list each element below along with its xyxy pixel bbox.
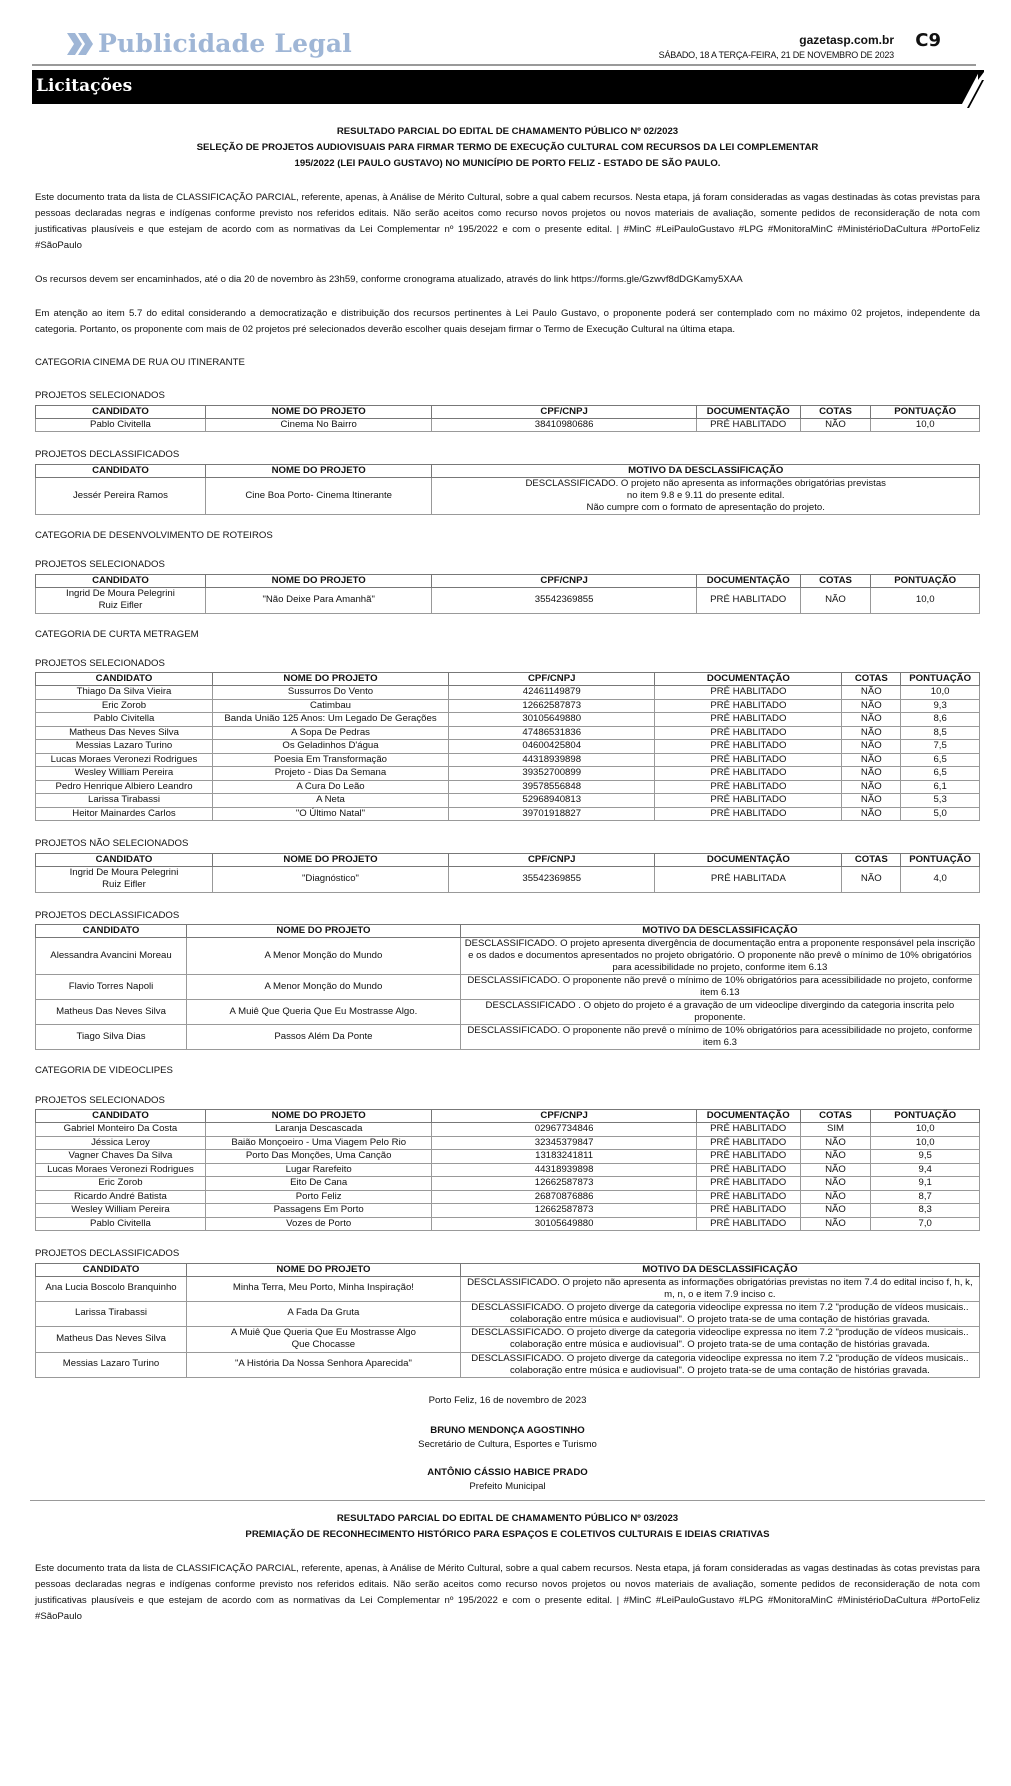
column-header-cand: CANDIDATO (36, 574, 206, 587)
cell-pont: 9,1 (871, 1177, 980, 1191)
table-row (36, 1000, 980, 1025)
table-row (36, 780, 980, 794)
cell-motivo: DESCLASSIFICADO. O projeto diverge da categoria videoclipe expressa no item 7.2 "produção de vídeos musicais.. colaboração entre música e audiovisual". O projeto trata-se de uma contação de histórias gravada. (460, 1352, 979, 1377)
signatory-role: Secretário de Cultura, Esportes e Turismo (418, 1438, 597, 1450)
cell-doc: PRÉ HABLITADO (655, 699, 842, 713)
declassified-table (35, 924, 980, 1050)
cell-pont: 5,0 (901, 807, 980, 821)
cell-cpf: 44318939898 (432, 1163, 696, 1177)
table-row (36, 807, 980, 821)
table-row (36, 587, 980, 613)
column-header-cand: CANDIDATO (36, 853, 213, 866)
cell-cotas: NÃO (842, 794, 901, 808)
cell-motivo: DESCLASSIFICADO . O objeto do projeto é a gravação de um videoclipe divergindo da categoria inscrita pelo proponente. (460, 1000, 979, 1025)
table-row (36, 1301, 980, 1326)
subsection-heading: PROJETOS DECLASSIFICADOS (35, 449, 180, 461)
table-row (36, 794, 980, 808)
cell-cotas: NÃO (842, 753, 901, 767)
cell-cand: Alessandra Avancini Moreau (36, 938, 187, 975)
cell-nome: Cine Boa Porto- Cinema Itinerante (205, 477, 432, 514)
cell-nome: "Diagnóstico" (212, 866, 448, 892)
table-row (36, 477, 980, 514)
table-row (36, 1136, 980, 1150)
cell-doc: PRÉ HABLITADO (655, 713, 842, 727)
table-row (36, 1025, 980, 1050)
cell-nome: Laranja Descascada (205, 1123, 432, 1137)
table-row (36, 1352, 980, 1377)
cell-cand: Matheus Das Neves Silva (36, 1000, 187, 1025)
cell-pont: 9,4 (871, 1163, 980, 1177)
cell-nome: Passagens Em Porto (205, 1204, 432, 1218)
table-row (36, 1123, 980, 1137)
category-heading: CATEGORIA DE CURTA METRAGEM (35, 628, 199, 640)
table-row (36, 1276, 980, 1301)
cell-doc: PRÉ HABLITADO (655, 780, 842, 794)
cell-pont: 4,0 (901, 866, 980, 892)
column-header-pont: PONTUAÇÃO (871, 1110, 980, 1123)
cell-cand: Jessér Pereira Ramos (36, 477, 206, 514)
cell-cand: Larissa Tirabassi (36, 1301, 187, 1326)
doc1-paragraph-1: Este documento trata da lista de CLASSIFICAÇÃO PARCIAL, referente, apenas, à Análise de Mérito Cultural, sobre a qual cabem recursos. Nesta etapa, já foram consideradas as vagas destinadas às cotas previstas para pessoas declaradas negras e indígenas conforme previsto nos referidos editais. Não serão aceitos como recurso novos projetos ou novos materiais de avaliação, somente pedidos de reconsideração de nota com justificativas plausíveis e que estejam de acordo com as normativas da Lei Complementar nº 195/2022 e com o presente edital. | #MinC #LeiPauloGustavo #LPG #MonitoraMinC #MinistérioDaCultura #PortoFeliz #SãoPaulo (35, 192, 980, 251)
place-date: Porto Feliz, 16 de novembro de 2023 (428, 1394, 587, 1406)
cell-doc: PRÉ HABLITADO (696, 1204, 800, 1218)
signatory-name: ANTÔNIO CÁSSIO HABICE PRADO (427, 1466, 588, 1478)
cell-pont: 7,0 (871, 1217, 980, 1231)
cell-cand: Vagner Chaves Da Silva (36, 1150, 206, 1164)
table-row (36, 1163, 980, 1177)
divider (30, 1500, 985, 1501)
cell-cotas: NÃO (842, 767, 901, 781)
column-header-nome: NOME DO PROJETO (205, 1110, 432, 1123)
section-header (32, 70, 984, 104)
cell-cand: Messias Lazaro Turino (36, 1352, 187, 1377)
cell-doc: PRÉ HABLITADO (696, 1163, 800, 1177)
cell-cand: Pedro Henrique Albiero Leandro (36, 780, 213, 794)
category-heading: CATEGORIA CINEMA DE RUA OU ITINERANTE (35, 357, 245, 368)
cell-pont: 10,0 (871, 418, 980, 432)
cell-nome: Eito De Cana (205, 1177, 432, 1191)
category-heading: CATEGORIA DE DESENVOLVIMENTO DE ROTEIROS (35, 529, 273, 541)
column-header-cand: CANDIDATO (36, 464, 206, 477)
cell-cand: Jéssica Leroy (36, 1136, 206, 1150)
column-header-cand: CANDIDATO (36, 1110, 206, 1123)
cell-doc: PRÉ HABLITADO (696, 1177, 800, 1191)
cell-nome: Minha Terra, Meu Porto, Minha Inspiração! (187, 1276, 461, 1301)
subsection-heading: PROJETOS SELECIONADOS (35, 390, 165, 402)
column-header-doc: DOCUMENTAÇÃO (696, 1110, 800, 1123)
cell-cand: Wesley William Pereira (36, 767, 213, 781)
signatory-name: BRUNO MENDONÇA AGOSTINHO (430, 1424, 585, 1436)
doc2-title: RESULTADO PARCIAL DO EDITAL DE CHAMAMENTO PÚBLICO Nº 03/2023 PREMIAÇÃO DE RECONHECIMENTO HISTÓRICO PARA ESPAÇOS E COLETIVOS CULTURAIS E IDEIAS CRIATIVAS (245, 1512, 770, 1540)
cell-doc: PRÉ HABLITADO (696, 1136, 800, 1150)
table-header-row (36, 925, 980, 938)
cell-nome: "O Último Natal" (212, 807, 448, 821)
table-row (36, 726, 980, 740)
cell-cpf: 13183241811 (432, 1150, 696, 1164)
column-header-cand: CANDIDATO (36, 925, 187, 938)
cell-cand: Pablo Civitella (36, 1217, 206, 1231)
table-row (36, 975, 980, 1000)
double-chevron-icon (67, 33, 95, 55)
column-header-doc: DOCUMENTAÇÃO (655, 673, 842, 686)
subsection-heading: PROJETOS SELECIONADOS (35, 1094, 165, 1106)
cell-cand: Ricardo André Batista (36, 1190, 206, 1204)
cell-pont: 8,3 (871, 1204, 980, 1218)
cell-cpf: 02967734846 (432, 1123, 696, 1137)
cell-nome: Lugar Rarefeito (205, 1163, 432, 1177)
cell-cand: Lucas Moraes Veronezi Rodrigues (36, 753, 213, 767)
cell-cotas: NÃO (842, 740, 901, 754)
table-row (36, 686, 980, 700)
cell-doc: PRÉ HABLITADO (696, 1217, 800, 1231)
cell-cotas: NÃO (842, 713, 901, 727)
cell-nome: Banda União 125 Anos: Um Legado De Gerações (212, 713, 448, 727)
cell-cotas: NÃO (842, 807, 901, 821)
cell-cpf: 12662587873 (432, 1177, 696, 1191)
cell-pont: 6,5 (901, 767, 980, 781)
cell-cand: Wesley William Pereira (36, 1204, 206, 1218)
results-table (35, 405, 980, 433)
cell-nome: "A História Da Nossa Senhora Aparecida" (187, 1352, 461, 1377)
doc1-paragraph-3: Em atenção ao item 5.7 do edital considerando a democratização e distribuição dos recursos pertinentes à Lei Paulo Gustavo, o proponente poderá ser contemplado com no máximo 02 projetos, independente da categoria. Portanto, os proponente com mais de 02 projetos pré selecionados deverão escolher quais desejam firmar o Termo de Execução Cultural na última etapa. (35, 308, 980, 335)
cell-cotas: NÃO (800, 1190, 871, 1204)
edition-meta (659, 32, 894, 61)
cell-cand: Tiago Silva Dias (36, 1025, 187, 1050)
cell-nome: Projeto - Dias Da Semana (212, 767, 448, 781)
declassified-table (35, 1263, 980, 1378)
column-header-nome: NOME DO PROJETO (187, 1263, 461, 1276)
cell-pont: 10,0 (871, 1136, 980, 1150)
cell-doc: PRÉ HABLITADO (696, 1190, 800, 1204)
table-header-row (36, 464, 980, 477)
table-header-row (36, 1263, 980, 1276)
cell-nome: Cinema No Bairro (205, 418, 432, 432)
column-header-pont: PONTUAÇÃO (901, 673, 980, 686)
column-header-nome: NOME DO PROJETO (187, 925, 461, 938)
cell-cpf: 35542369855 (432, 587, 696, 613)
cell-pont: 9,3 (901, 699, 980, 713)
subsection-heading: PROJETOS NÃO SELECIONADOS (35, 838, 189, 850)
cell-cotas: NÃO (842, 866, 901, 892)
column-header-cpf: CPF/CNPJ (448, 853, 655, 866)
column-header-cotas: COTAS (800, 1110, 871, 1123)
cell-cotas: NÃO (800, 1136, 871, 1150)
cell-cpf: 38410980686 (432, 418, 696, 432)
cell-nome: A Muiê Que Queria Que Eu Mostrasse Algo Que Chocasse (187, 1326, 461, 1352)
cell-pont: 6,1 (901, 780, 980, 794)
cell-cotas: NÃO (842, 699, 901, 713)
cell-doc: PRÉ HABLITADO (655, 807, 842, 821)
cell-cpf: 39578556848 (448, 780, 655, 794)
cell-nome: Baião Monçoeiro - Uma Viagem Pelo Rio (205, 1136, 432, 1150)
cell-pont: 8,5 (901, 726, 980, 740)
cell-doc: PRÉ HABLITADO (655, 726, 842, 740)
cell-cpf: 52968940813 (448, 794, 655, 808)
cell-cand: Ingrid De Moura Pelegrini Ruiz Eifler (36, 587, 206, 613)
cell-doc: PRÉ HABLITADO (696, 587, 800, 613)
column-header-cand: CANDIDATO (36, 405, 206, 418)
column-header-cand: CANDIDATO (36, 1263, 187, 1276)
column-header-nome: NOME DO PROJETO (205, 574, 432, 587)
cell-nome: Vozes de Porto (205, 1217, 432, 1231)
cell-nome: A Sopa De Pedras (212, 726, 448, 740)
cell-cpf: 04600425804 (448, 740, 655, 754)
cell-pont: 10,0 (871, 587, 980, 613)
table-row (36, 699, 980, 713)
cell-nome: Poesia Em Transformação (212, 753, 448, 767)
cell-doc: PRÉ HABLITADO (655, 686, 842, 700)
table-header-row (36, 853, 980, 866)
cell-pont: 5,3 (901, 794, 980, 808)
cell-nome: Porto Das Monções, Uma Canção (205, 1150, 432, 1164)
cell-nome: Catimbau (212, 699, 448, 713)
column-header-pont: PONTUAÇÃO (871, 574, 980, 587)
cell-cpf: 47486531836 (448, 726, 655, 740)
cell-cotas: NÃO (800, 1177, 871, 1191)
table-row (36, 1217, 980, 1231)
cell-nome: A Menor Monção do Mundo (187, 975, 461, 1000)
column-header-motivo: MOTIVO DA DESCLASSIFICAÇÃO (432, 464, 980, 477)
column-header-doc: DOCUMENTAÇÃO (696, 405, 800, 418)
cell-cand: Pablo Civitella (36, 713, 213, 727)
subsection-heading: PROJETOS DECLASSIFICADOS (35, 1248, 180, 1260)
table-row (36, 1150, 980, 1164)
cell-cpf: 44318939898 (448, 753, 655, 767)
table-row (36, 740, 980, 754)
cell-doc: PRÉ HABLITADO (696, 418, 800, 432)
cell-doc: PRÉ HABLITADO (655, 753, 842, 767)
cell-nome: A Muiê Que Queria Que Eu Mostrasse Algo. (187, 1000, 461, 1025)
cell-cand: Matheus Das Neves Silva (36, 1326, 187, 1352)
cell-cotas: NÃO (800, 418, 871, 432)
cell-motivo: DESCLASSIFICADO. O proponente não prevê o mínimo de 10% obrigatórios para acessibilidade no projeto, conforme item 6.13 (460, 975, 979, 1000)
column-header-cpf: CPF/CNPJ (448, 673, 655, 686)
cell-cand: Eric Zorob (36, 699, 213, 713)
cell-cpf: 35542369855 (448, 866, 655, 892)
column-header-pont: PONTUAÇÃO (871, 405, 980, 418)
cell-cpf: 39352700899 (448, 767, 655, 781)
cell-cotas: NÃO (800, 1204, 871, 1218)
cell-cotas: NÃO (842, 780, 901, 794)
table-row (36, 1177, 980, 1191)
cell-doc: PRÉ HABLITADO (655, 767, 842, 781)
column-header-cotas: COTAS (842, 673, 901, 686)
cell-cand: Larissa Tirabassi (36, 794, 213, 808)
cell-pont: 6,5 (901, 753, 980, 767)
column-header-doc: DOCUMENTAÇÃO (655, 853, 842, 866)
cell-cand: Flavio Torres Napoli (36, 975, 187, 1000)
column-header-cand: CANDIDATO (36, 673, 213, 686)
subsection-heading: PROJETOS SELECIONADOS (35, 658, 165, 670)
cell-cotas: SIM (800, 1123, 871, 1137)
table-row (36, 418, 980, 432)
cell-cotas: NÃO (800, 1217, 871, 1231)
cell-cand: Gabriel Monteiro Da Costa (36, 1123, 206, 1137)
cell-cand: Eric Zorob (36, 1177, 206, 1191)
cell-cotas: NÃO (842, 726, 901, 740)
cell-motivo: DESCLASSIFICADO. O proponente não prevê o mínimo de 10% obrigatórios para acessibilidade no projeto, conforme item 6.3 (460, 1025, 979, 1050)
cell-doc: PRÉ HABLITADO (655, 794, 842, 808)
cell-doc: PRÉ HABLITADO (696, 1123, 800, 1137)
cell-cpf: 30105649880 (432, 1217, 696, 1231)
table-row (36, 767, 980, 781)
cell-cpf: 32345379847 (432, 1136, 696, 1150)
category-heading: CATEGORIA DE VIDEOCLIPES (35, 1065, 173, 1077)
column-header-motivo: MOTIVO DA DESCLASSIFICAÇÃO (460, 1263, 979, 1276)
site-url: gazetasp.com.br (799, 33, 894, 47)
table-row (36, 938, 980, 975)
column-header-motivo: MOTIVO DA DESCLASSIFICAÇÃO (460, 925, 979, 938)
cell-nome: Os Geladinhos D'água (212, 740, 448, 754)
cell-nome: A Fada Da Gruta (187, 1301, 461, 1326)
subsection-heading: PROJETOS DECLASSIFICADOS (35, 909, 180, 921)
section-bar-shape (32, 70, 984, 108)
declassified-table (35, 464, 980, 515)
cell-cand: Messias Lazaro Turino (36, 740, 213, 754)
cell-pont: 9,5 (871, 1150, 980, 1164)
cell-nome: Porto Feliz (205, 1190, 432, 1204)
table-header-row (36, 405, 980, 418)
column-header-nome: NOME DO PROJETO (205, 464, 432, 477)
column-header-cpf: CPF/CNPJ (432, 405, 696, 418)
cell-cotas: NÃO (800, 1150, 871, 1164)
cell-motivo: DESCLASSIFICADO. O projeto apresenta divergência de documentação entra a proponente responsável pela inscrição e os dados e documentos apresentados no projeto obrigatório. O proponente não prevê o mínimo de 10% obrigatórios para acessibilidade no projeto, conforme item 6.13 (460, 938, 979, 975)
cell-nome: A Cura Do Leão (212, 780, 448, 794)
cell-pont: 10,0 (901, 686, 980, 700)
cell-pont: 10,0 (871, 1123, 980, 1137)
table-row (36, 1190, 980, 1204)
cell-cand: Matheus Das Neves Silva (36, 726, 213, 740)
doc1-paragraph-2: Os recursos devem ser encaminhados, até o dia 20 de novembro às 23h59, conforme cronograma atualizado, através do link https://forms.gle/Gzwvf8dDGKamy5XAA (35, 274, 743, 285)
cell-nome: "Não Deixe Para Amanhã" (205, 587, 432, 613)
top-rule (32, 64, 976, 66)
column-header-nome: NOME DO PROJETO (212, 673, 448, 686)
table-row (36, 713, 980, 727)
cell-cotas: NÃO (800, 1163, 871, 1177)
cell-cand: Ana Lucia Boscolo Branquinho (36, 1276, 187, 1301)
legal-notice (35, 124, 980, 1625)
results-table (35, 574, 980, 614)
cell-cand: Pablo Civitella (36, 418, 206, 432)
edition-date: SÁBADO, 18 A TERÇA-FEIRA, 21 DE NOVEMBRO DE 2023 (658, 49, 894, 60)
column-header-cpf: CPF/CNPJ (432, 1110, 696, 1123)
column-header-nome: NOME DO PROJETO (205, 405, 432, 418)
cell-doc: PRÉ HABLITADA (655, 866, 842, 892)
masthead (35, 0, 976, 62)
cell-pont: 8,6 (901, 713, 980, 727)
doc1-title: RESULTADO PARCIAL DO EDITAL DE CHAMAMENTO PÚBLICO Nº 02/2023 SELEÇÃO DE PROJETOS AUDIOVISUAIS PARA FIRMAR TERMO DE EXECUÇÃO CULTURAL COM RECURSOS DA LEI COMPLEMENTAR 195/2022 (LEI PAULO GUSTAVO) NO MUNICÍPIO DE PORTO FELIZ - ESTADO DE SÃO PAULO. (196, 126, 819, 169)
column-header-nome: NOME DO PROJETO (212, 853, 448, 866)
cell-cpf: 12662587873 (448, 699, 655, 713)
column-header-cotas: COTAS (800, 405, 871, 418)
cell-cpf: 30105649880 (448, 713, 655, 727)
section-title: Licitações (36, 76, 133, 96)
cell-motivo: DESCLASSIFICADO. O projeto diverge da categoria videoclipe expressa no item 7.2 "produção de vídeos musicais.. colaboração entre música e audiovisual". O projeto trata-se de uma contação de histórias gravada. (460, 1326, 979, 1352)
cell-cotas: NÃO (800, 587, 871, 613)
column-header-cotas: COTAS (842, 853, 901, 866)
cell-nome: Sussurros Do Vento (212, 686, 448, 700)
signatory-role: Prefeito Municipal (469, 1480, 546, 1492)
column-header-cpf: CPF/CNPJ (432, 574, 696, 587)
cell-nome: A Menor Monção do Mundo (187, 938, 461, 975)
cell-doc: PRÉ HABLITADO (655, 740, 842, 754)
cell-cpf: 12662587873 (432, 1204, 696, 1218)
table-header-row (36, 673, 980, 686)
results-table (35, 1109, 980, 1231)
cell-nome: Passos Além Da Ponte (187, 1025, 461, 1050)
cell-pont: 7,5 (901, 740, 980, 754)
table-row (36, 1326, 980, 1352)
cell-pont: 8,7 (871, 1190, 980, 1204)
results-table (35, 672, 980, 821)
page-number: C9 (915, 30, 941, 51)
cell-cand: Heitor Mainardes Carlos (36, 807, 213, 821)
column-header-doc: DOCUMENTAÇÃO (696, 574, 800, 587)
subsection-heading: PROJETOS SELECIONADOS (35, 559, 165, 571)
cell-doc: PRÉ HABLITADO (696, 1150, 800, 1164)
cell-cand: Ingrid De Moura Pelegrini Ruiz Eifler (36, 866, 213, 892)
column-header-pont: PONTUAÇÃO (901, 853, 980, 866)
results-table (35, 853, 980, 893)
cell-nome: A Neta (212, 794, 448, 808)
column-header-cotas: COTAS (800, 574, 871, 587)
section-brand-title: Publicidade Legal (98, 29, 352, 58)
cell-cpf: 42461149879 (448, 686, 655, 700)
cell-motivo: DESCLASSIFICADO. O projeto não apresenta as informações obrigatórias previstas no item 7.4 do edital inciso f, h, k, m, n, o e item 7.9 inciso c. (460, 1276, 979, 1301)
table-row (36, 866, 980, 892)
cell-cand: Thiago Da Silva Vieira (36, 686, 213, 700)
cell-cpf: 26870876886 (432, 1190, 696, 1204)
table-header-row (36, 574, 980, 587)
cell-cand: Lucas Moraes Veronezi Rodrigues (36, 1163, 206, 1177)
table-row (36, 753, 980, 767)
cell-cpf: 39701918827 (448, 807, 655, 821)
cell-cotas: NÃO (842, 686, 901, 700)
cell-motivo: DESCLASSIFICADO. O projeto diverge da categoria videoclipe expressa no item 7.2 "produção de vídeos musicais.. colaboração entre música e audiovisual". O projeto trata-se de uma contação de histórias gravada. (460, 1301, 979, 1326)
table-row (36, 1204, 980, 1218)
table-header-row (36, 1110, 980, 1123)
cell-motivo: DESCLASSIFICADO. O projeto não apresenta as informações obrigatórias previstas no item 9.8 e 9.11 do presente edital. Não cumpre com o formato de apresentação do projeto. (432, 477, 980, 514)
brand (67, 26, 352, 61)
doc2-paragraph-1: Este documento trata da lista de CLASSIFICAÇÃO PARCIAL, referente, apenas, à Análise de Mérito Cultural, sobre a qual cabem recursos. Nesta etapa, já foram consideradas as vagas destinadas às cotas previstas para pessoas declaradas negras e indígenas conforme previsto nos referidos editais. Não serão aceitos como recurso novos projetos ou novos materiais de avaliação, somente pedidos de reconsideração de nota com justificativas plausíveis e que estejam de acordo com as normativas da Lei Complementar nº 195/2022 e com o presente edital. | #MinC #LeiPauloGustavo #LPG #MonitoraMinC #MinistérioDaCultura #PortoFeliz #SãoPaulo (35, 1562, 980, 1622)
